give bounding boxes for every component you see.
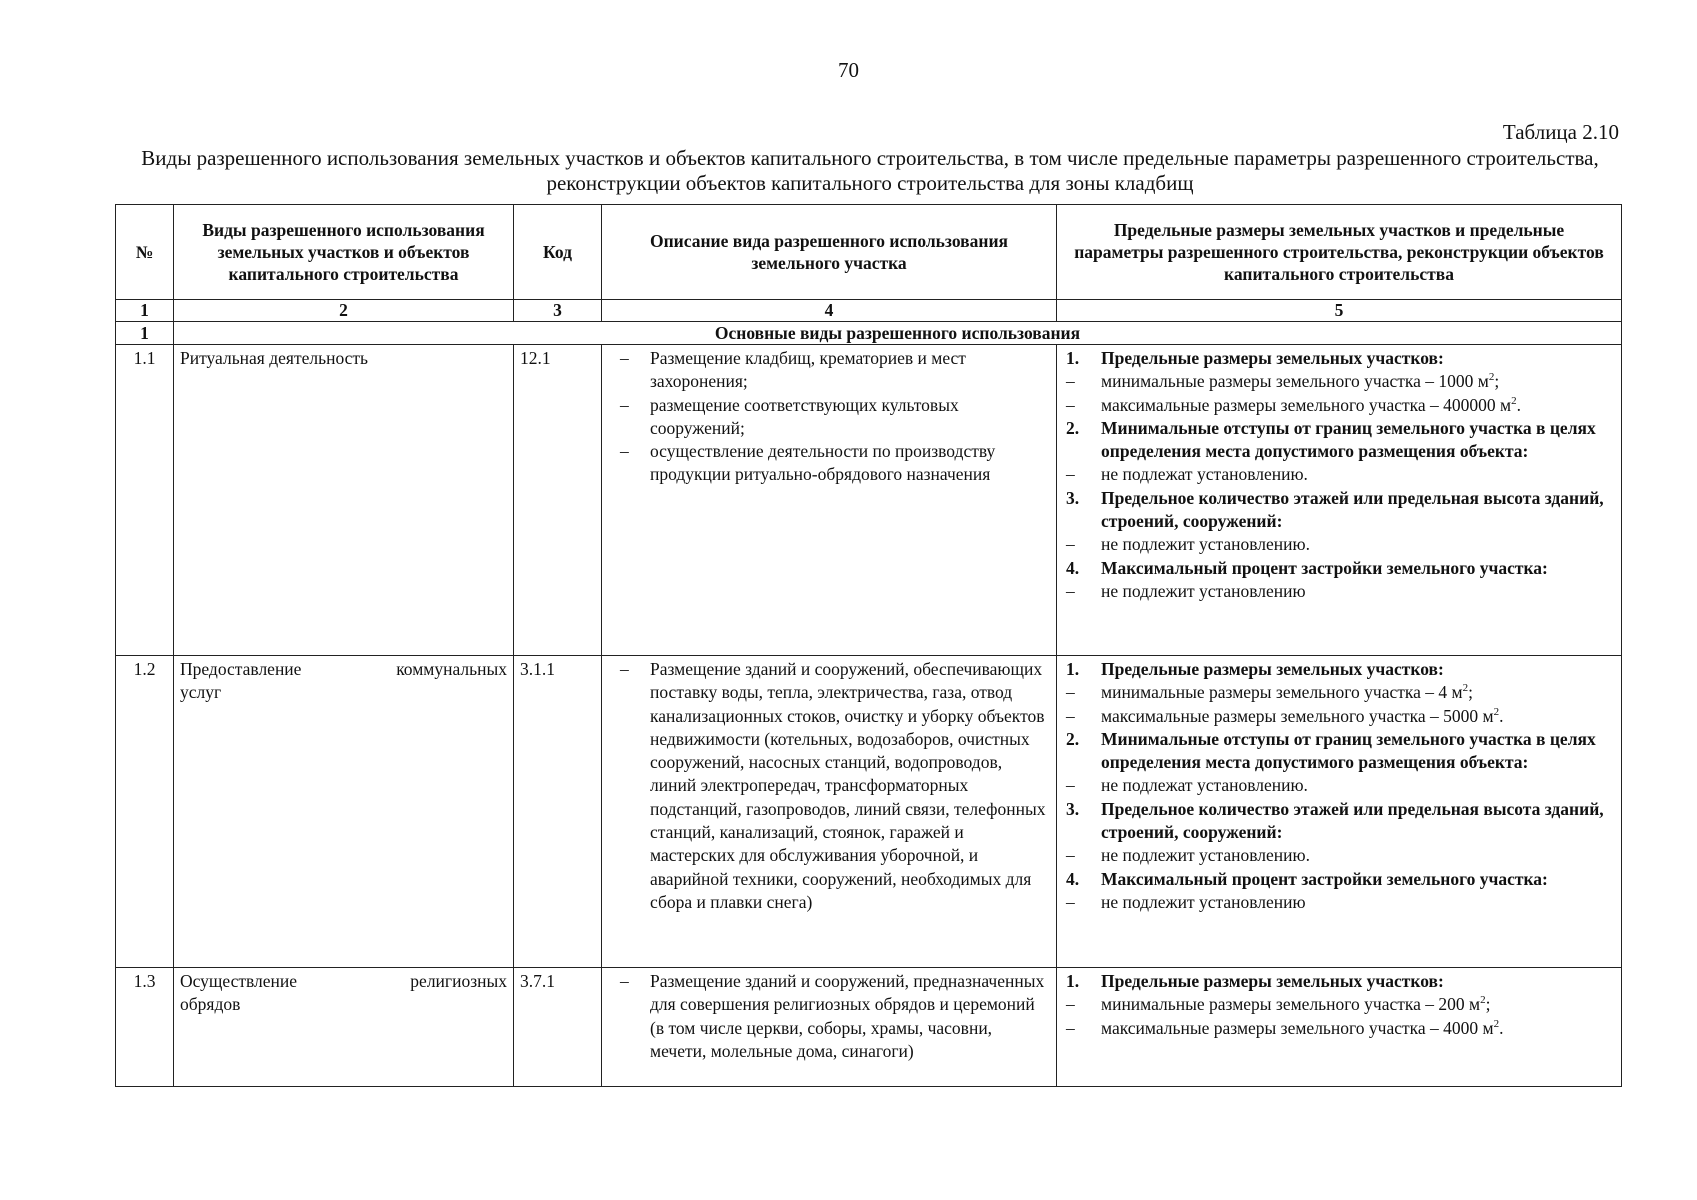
header-number: № — [116, 205, 174, 300]
param-value: – минимальные размеры земельного участка – 1000 $м^2$; — [1066, 371, 1500, 392]
row-parameters — [1057, 345, 1622, 656]
param-heading: 3. Предельное количество этажей или предельная высота зданий, строений, сооружений: — [1066, 487, 1604, 532]
param-value: – не подлежат установлению. — [1066, 464, 1308, 485]
column-number: 2 — [174, 300, 514, 322]
param-value: – не подлежит установлению — [1066, 580, 1306, 601]
param-heading: 4. Максимальный процент застройки земельного участка: — [1066, 868, 1548, 889]
description-item: – осуществление деятельности по производству продукции ритуально-обрядового назначения — [608, 440, 1050, 487]
column-number: 4 — [602, 300, 1057, 322]
header-parameters: Предельные размеры земельных участков и предельные параметры разрешенного строительства, реконструкции объектов капитального строительства — [1057, 205, 1622, 300]
param-value: – не подлежит установлению. — [1066, 534, 1310, 555]
row-parameters — [1057, 656, 1622, 968]
section-title: Основные виды разрешенного использования — [174, 322, 1622, 345]
row-use-type-text: Предоставление коммунальных — [180, 659, 507, 679]
param-heading: 3. Предельное количество этажей или предельная высота зданий, строений, сооружений: — [1066, 798, 1604, 843]
param-heading: 2. Минимальные отступы от границ земельного участка в целях определения места допустимого размещения объекта: — [1066, 417, 1596, 462]
row-code: 3.1.1 — [514, 656, 602, 968]
row-description — [602, 345, 1057, 656]
column-number: 1 — [116, 300, 174, 322]
column-number: 3 — [514, 300, 602, 322]
section-number: 1 — [116, 322, 174, 345]
row-use-type-text: Ритуальная деятельность — [180, 348, 369, 368]
param-value: – максимальные размеры земельного участка – 5000 $м^2$. — [1066, 705, 1504, 726]
row-use-type-text: обрядов — [180, 994, 241, 1015]
column-number: 5 — [1057, 300, 1622, 322]
row-number: 1.2 — [116, 656, 174, 968]
description-item: – Размещение зданий и сооружений, обеспечивающих поставку воды, тепла, электричества, газа, отвод канализационных стоков, очистку и уборку объектов недвижимости (котельных, водозаборов, очистных сооружений, насосных станций, водопроводов, линий электропередач, трансформаторных подстанций, газопроводов, линий связи, телефонных станций, канализаций, стоянок, гаражей и мастерских для обслуживания уборочной, и аварийной техники, сооружений, необходимых для сбора и плавки снега) — [608, 658, 1050, 914]
row-number: 1.3 — [116, 968, 174, 1087]
row-parameters — [1057, 968, 1622, 1087]
row-description — [602, 968, 1057, 1087]
row-use-type — [174, 656, 514, 968]
table-header-row — [116, 205, 1622, 300]
param-value: – не подлежит установлению — [1066, 891, 1306, 912]
param-value: – минимальные размеры земельного участка – 200 $м^2$; — [1066, 994, 1491, 1015]
param-heading: 2. Минимальные отступы от границ земельного участка в целях определения места допустимого размещения объекта: — [1066, 728, 1596, 773]
row-description — [602, 656, 1057, 968]
param-heading: 4. Максимальный процент застройки земельного участка: — [1066, 557, 1548, 578]
description-item: – Размещение зданий и сооружений, предназначенных для совершения религиозных обрядов и церемоний (в том числе церкви, соборы, храмы, часовни, мечети, молельные дома, синагоги) — [608, 970, 1050, 1063]
table-label: Таблица 2.10 — [1502, 120, 1619, 144]
row-use-type — [174, 345, 514, 656]
param-heading: 1. Предельные размеры земельных участков: — [1066, 348, 1444, 368]
row-number: 1.1 — [116, 345, 174, 656]
table-row — [116, 656, 1622, 968]
row-use-type-text: услуг — [180, 682, 222, 703]
header-description: Описание вида разрешенного использования земельного участка — [602, 205, 1057, 300]
description-item: – размещение соответствующих культовых сооружений; — [608, 394, 1050, 441]
row-code: 12.1 — [514, 345, 602, 656]
description-item: – Размещение кладбищ, крематориев и мест захоронения; — [608, 347, 1050, 394]
param-value: – максимальные размеры земельного участка – 400000 $м^2$. — [1066, 394, 1521, 415]
table-row — [116, 968, 1622, 1087]
column-numbers-row — [116, 300, 1622, 322]
param-value: – не подлежат установлению. — [1066, 775, 1308, 796]
section-row — [116, 322, 1622, 345]
header-code: Код — [514, 205, 602, 300]
row-use-type — [174, 968, 514, 1087]
header-use-type: Виды разрешенного использования земельных участков и объектов капитального строительства — [174, 205, 514, 300]
page-number: 70 — [838, 58, 859, 82]
table-title: Виды разрешенного использования земельных участков и объектов капитального строительства, в том числе предельные параметры разрешенного строительства, реконструкции объектов капитального строительства для зоны кладбищ — [141, 146, 1599, 195]
table-row — [116, 345, 1622, 656]
row-code: 3.7.1 — [514, 968, 602, 1087]
param-value: – не подлежит установлению. — [1066, 845, 1310, 866]
param-value: – максимальные размеры земельного участка – 4000 $м^2$. — [1066, 1017, 1504, 1038]
row-use-type-text: Осуществление религиозных — [180, 971, 507, 991]
zoning-table — [115, 204, 1622, 1087]
param-heading: 1. Предельные размеры земельных участков: — [1066, 971, 1444, 991]
param-value: – минимальные размеры земельного участка – 4 $м^2$; — [1066, 682, 1473, 703]
param-heading: 1. Предельные размеры земельных участков: — [1066, 659, 1444, 679]
